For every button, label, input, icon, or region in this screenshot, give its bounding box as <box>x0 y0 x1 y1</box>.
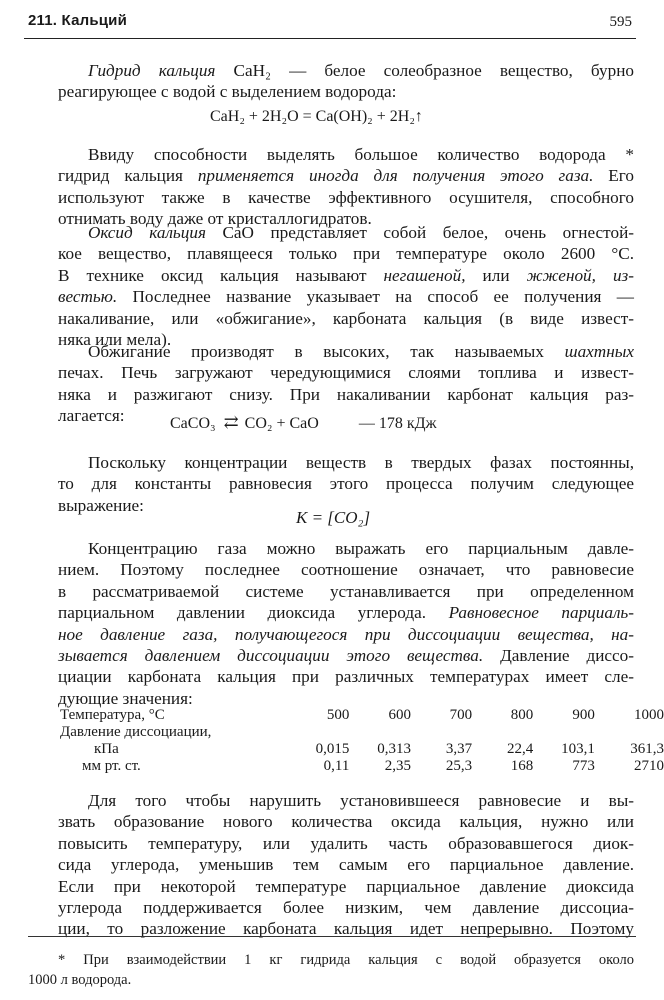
definition-italic: Равновесное парциаль- <box>448 603 634 623</box>
eq-left: CaCO₃ <box>170 415 216 432</box>
text-line: Концентрацию газа можно выражать его парциальным давле- <box>88 539 634 558</box>
term-italic: вестью. <box>58 287 118 307</box>
table-cell: 800 <box>510 707 534 723</box>
text-line: дующие значения: <box>58 688 193 708</box>
term-italic: жженой, из- <box>526 265 634 285</box>
dissociation-pressure-table <box>60 707 664 775</box>
equilibrium-arrow-icon: ⇄ <box>223 412 237 432</box>
page-number: 595 <box>609 14 632 30</box>
footnote-line: * При взаимодействии 1 кг гидрида кальция с водой образуется около <box>58 952 634 968</box>
table-cell: 0,015 <box>315 741 350 757</box>
text-span: гидрид кальция <box>58 166 198 186</box>
table-row <box>60 758 664 775</box>
table-row <box>60 707 664 724</box>
text-span: Обжигание производят в высоких, так называемых <box>88 342 565 361</box>
definition-line: ное давление газа, получающегося при диссоциации вещества, на- <box>58 624 634 644</box>
row-label: Температура, °C <box>60 707 165 723</box>
table-cell: 2,35 <box>384 758 411 774</box>
text-span: парциальном давлении диоксида углерода. <box>58 603 449 623</box>
text-span: Давление диссо- <box>483 645 634 665</box>
table-cell: 3,37 <box>445 741 473 757</box>
paragraph-calcium-hydride <box>58 60 634 103</box>
text-line <box>58 286 634 307</box>
eq-right: CO₂ + CaO <box>244 415 319 432</box>
text-line: Для того чтобы нарушить установившееся равновесие и вы- <box>88 791 634 810</box>
text-line: углерода поддерживается более низким, чем давление диссоциа- <box>58 897 634 917</box>
text-line: в рассматриваемой системе устанавливается при определенном <box>58 581 634 601</box>
text-line: повысить температуру, или удалить часть образовавшегося диок- <box>58 833 634 853</box>
table-cell: 1000 <box>634 707 664 723</box>
table-cell: 168 <box>510 758 534 774</box>
text-span: В технике оксид кальция называют <box>58 265 384 285</box>
text-span: CaH₂ — белое солеобразное вещество, бурно <box>215 61 634 80</box>
table-row <box>60 724 664 741</box>
text-line: накаливание, или «обжигание», карбоната кальция (в виде извест- <box>58 308 634 328</box>
text-line <box>58 265 634 286</box>
text-line: реагирующее с водой с выделением водорода: <box>58 82 397 102</box>
table-cell: 900 <box>572 707 595 723</box>
text-line: циации карбоната кальция при различных температурах имеет сле- <box>58 667 634 687</box>
table-cell: 700 <box>449 707 473 723</box>
text-line: няка или мела). <box>58 329 172 349</box>
equation-hydride-reaction: CaH₂ + 2H₂O = Ca(OH)₂ + 2H₂↑ <box>210 108 423 125</box>
text-line: Поскольку концентрации веществ в твердых фазах постоянны, <box>88 453 634 472</box>
table-cell: 361,3 <box>630 741 664 757</box>
table-cell: 25,3 <box>445 758 473 774</box>
footnote-line: 1000 л водорода. <box>28 972 132 988</box>
text-line: Ввиду способности выделять большое количество водорода * <box>88 145 634 164</box>
term-italic: Оксид кальция <box>88 223 206 242</box>
text-line: звать образование нового количества оксида кальция, нужно или <box>58 812 634 832</box>
paragraph-calcium-oxide <box>58 222 634 350</box>
text-line: используют также в качестве эффективного осушителя, способного <box>58 187 634 207</box>
text-line: нием. Поэтому последнее соотношение означает, что равновесие <box>58 560 634 580</box>
text-span: или <box>465 265 527 285</box>
term-italic: негашеной, <box>383 265 466 285</box>
footnote <box>28 950 634 990</box>
term-italic: Гидрид кальция <box>88 61 216 80</box>
header-rule <box>24 38 636 39</box>
text-line <box>58 602 634 623</box>
paragraph-equilibrium-constant <box>58 452 634 516</box>
text-line <box>58 60 634 81</box>
text-line: ции, то разложение карбоната кальция идет непрерывно. Поэтому <box>58 919 634 939</box>
text-line <box>58 222 634 243</box>
text-line <box>58 341 634 362</box>
chapter-title: 211. Кальций <box>28 12 128 29</box>
row-label: Давление диссоциации, <box>60 724 212 740</box>
footnote-rule <box>28 936 636 937</box>
table-cell: 0,313 <box>377 741 411 757</box>
term-italic: шахтных <box>564 342 634 361</box>
table-cell: 500 <box>326 707 350 723</box>
text-line: лагается: <box>58 406 125 426</box>
row-label: кПа <box>94 741 119 757</box>
paragraph-shift-equilibrium <box>58 790 634 940</box>
table-cell <box>472 724 533 741</box>
text-line <box>58 645 634 666</box>
equation-equilibrium-constant: K = [CO₂] <box>296 508 371 527</box>
text-line: печах. Печь загружают чередующимися слоями топлива и извест- <box>58 363 634 383</box>
text-line: сида углерода, уменьшив тем самым его парциальное давление. <box>58 855 634 875</box>
table-cell: 2710 <box>634 758 664 774</box>
table-cell: 103,1 <box>561 741 595 757</box>
table-cell: 22,4 <box>506 741 534 757</box>
definition-italic: зывается давлением диссоциации этого вещества. <box>58 645 484 665</box>
table-row <box>60 741 664 758</box>
paragraph-hydride-use <box>58 144 634 230</box>
text-line <box>58 165 634 186</box>
table-cell <box>288 724 350 741</box>
table-cell: 600 <box>388 707 411 723</box>
table-cell: 0,11 <box>323 758 350 774</box>
text-italic: применяется иногда для получения этого газа. <box>197 166 594 186</box>
text-line: няка и разжигают снизу. При накаливании карбонат кальция раз- <box>58 384 634 404</box>
text-span: CaO представляет собой белое, очень огнестой- <box>205 223 634 242</box>
table-cell <box>533 724 595 741</box>
text-line: выражение: <box>58 495 144 515</box>
text-line: кое вещество, плавящееся только при температуре около 2600 °C. <box>58 244 634 264</box>
table-cell: 773 <box>572 758 595 774</box>
table-cell <box>349 724 411 741</box>
equation-carbonate-decomposition <box>170 412 437 433</box>
text-line: Если при некоторой температуре парциальное давление диоксида <box>58 876 634 896</box>
running-head <box>28 12 632 36</box>
row-label: мм рт. ст. <box>82 758 141 774</box>
text-line: то для константы равновесия этого процесса получим следующее <box>58 474 634 494</box>
text-span: Последнее название указывает на способ ее получения — <box>117 287 634 307</box>
text-line: отнимать воду даже от кристаллогидратов. <box>58 209 372 229</box>
paragraph-partial-pressure <box>58 538 634 709</box>
table-cell <box>595 724 664 741</box>
table-cell <box>411 724 472 741</box>
text-span: Его <box>593 166 635 186</box>
eq-energy: — 178 кДж <box>358 415 437 432</box>
